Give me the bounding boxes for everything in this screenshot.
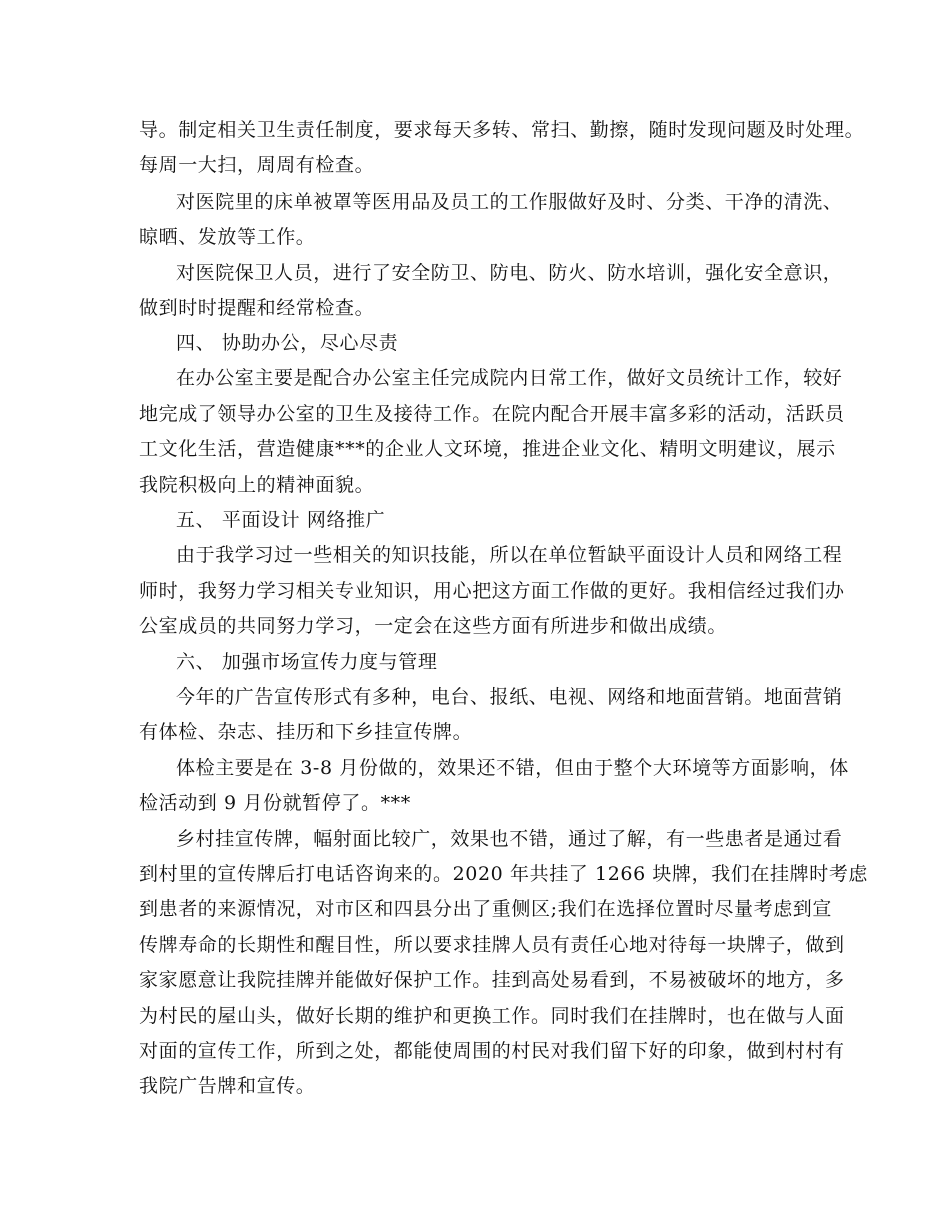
- paragraph-line: 有体检、杂志、挂历和下乡挂宣传牌。: [139, 721, 473, 743]
- paragraph-line: 对医院里的床单被罩等医用品及员工的工作服做好及时、分类、干净的清洗、: [176, 191, 843, 213]
- paragraph-line: 我院积极向上的精神面貌。: [139, 474, 375, 496]
- paragraph-line: 体检主要是在 3-8 月份做的，效果还不错，但由于整个大环境等方面影响，体: [176, 757, 849, 779]
- paragraph-line: 对医院保卫人员，进行了安全防卫、防电、防火、防水培训，强化安全意识，: [176, 262, 843, 284]
- paragraph-line: 在办公室主要是配合办公室主任完成院内日常工作，做好文员统计工作，较好: [176, 367, 843, 389]
- paragraph-line: 对面的宣传工作，所到之处，都能使周围的村民对我们留下好的印象，做到村村有: [139, 1040, 845, 1062]
- paragraph-line: 我院广告牌和宣传。: [139, 1075, 316, 1097]
- paragraph-line: 为村民的屋山头，做好长期的维护和更换工作。同时我们在挂牌时，也在做与人面: [139, 1005, 845, 1027]
- paragraph-line: 家家愿意让我院挂牌并能做好保护工作。挂到高处易看到，不易被破坏的地方，多: [139, 969, 845, 991]
- paragraph-line: 每周一大扫，周周有检查。: [139, 154, 375, 176]
- paragraph-line: 师时，我努力学习相关专业知识，用心把这方面工作做的更好。我相信经过我们办: [139, 580, 845, 602]
- paragraph-line: 导。制定相关卫生责任制度，要求每天多转、常扫、勤擦，随时发现问题及时处理。: [139, 119, 865, 141]
- paragraph-line: 乡村挂宣传牌，幅射面比较广，效果也不错，通过了解，有一些患者是通过看: [176, 828, 843, 850]
- paragraph-line: 地完成了领导办公室的卫生及接待工作。在院内配合开展丰富多彩的活动，活跃员: [139, 403, 845, 425]
- section-heading: 五、 平面设计 网络推广: [176, 509, 386, 531]
- paragraph-line: 传牌寿命的长期性和醒目性，所以要求挂牌人员有责任心地对待每一块牌子，做到: [139, 934, 845, 956]
- paragraph-line: 晾晒、发放等工作。: [139, 226, 316, 248]
- paragraph-line: 由于我学习过一些相关的知识技能，所以在单位暂缺平面设计人员和网络工程: [176, 544, 843, 566]
- section-heading: 六、 加强市场宣传力度与管理: [176, 651, 438, 673]
- paragraph-line: 今年的广告宣传形式有多种，电台、报纸、电视、网络和地面营销。地面营销: [176, 686, 843, 708]
- paragraph-line: 工文化生活，营造健康***的企业人文环境，推进企业文化、精明文明建议，展示: [139, 438, 836, 460]
- section-heading: 四、 协助办公，尽心尽责: [176, 332, 399, 354]
- paragraph-line: 做到时时提醒和经常检查。: [139, 297, 375, 319]
- paragraph-line: 到村里的宣传牌后打电话咨询来的。2020 年共挂了 1266 块牌，我们在挂牌时考虑: [139, 863, 869, 885]
- paragraph-line: 到患者的来源情况，对市区和四县分出了重侧区;我们在选择位置时尽量考虑到宣: [139, 898, 833, 920]
- paragraph-line: 检活动到 9 月份就暂停了。***: [139, 792, 411, 814]
- paragraph-line: 公室成员的共同努力学习，一定会在这些方面有所进步和做出成绩。: [139, 615, 728, 637]
